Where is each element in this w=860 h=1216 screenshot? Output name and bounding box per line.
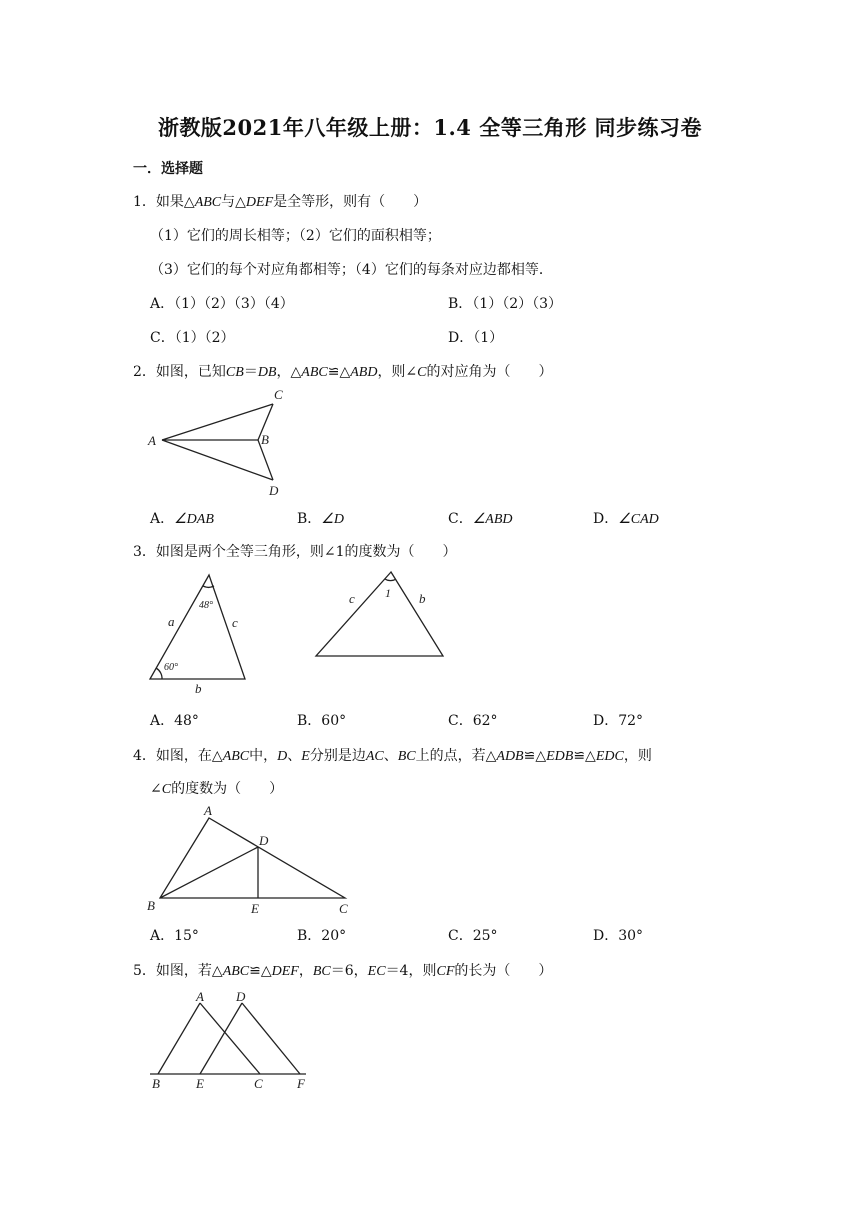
label-a: A [196, 989, 204, 1004]
label-d: D [269, 483, 279, 498]
label-side-b-left: b [195, 681, 202, 696]
label-f: F [297, 1076, 305, 1091]
question-1-option-c[interactable]: C．（1）（2） [150, 330, 235, 346]
question-1-statement-2: （3）它们的每个对应角都相等；（4）它们的每条对应边都相等． [150, 262, 553, 278]
question-1-option-b[interactable]: B．（1）（2）（3） [448, 296, 563, 312]
label-c: C [254, 1076, 263, 1091]
label-angle-48: 48° [199, 600, 213, 611]
question-3-stem: 3．如图是两个全等三角形，则∠1的度数为（ ） [133, 544, 457, 560]
question-4-stem-line-1: 4．如图，在△ABC中，D、E分别是边AC、BC上的点，若△ADB≌△EDB≌△EDC，则 [133, 748, 652, 764]
segment-ba [158, 1003, 200, 1074]
label-a: A [204, 803, 212, 818]
question-2-option-d[interactable]: D．∠CAD [593, 511, 659, 527]
question-4-option-a[interactable]: A．15° [150, 928, 199, 944]
label-side-c-right: c [349, 591, 355, 606]
label-angle-1: 1 [385, 586, 391, 600]
question-5-stem: 5．如图，若△ABC≌△DEF，BC＝6，EC＝4，则CF的长为（ ） [133, 963, 553, 979]
question-2-stem: 2．如图，已知CB＝DB，△ABC≌△ABD，则∠C的对应角为（ ） [133, 364, 553, 380]
label-side-a: a [168, 614, 175, 629]
segment-ed [200, 1003, 242, 1074]
question-3-option-d[interactable]: D．72° [593, 713, 644, 729]
label-a: A [148, 433, 156, 448]
page-title: 浙教版2021年八年级上册：1.4 全等三角形 同步练习卷 [157, 115, 703, 140]
label-c: C [339, 901, 348, 916]
question-2-option-b[interactable]: B．∠D [297, 511, 344, 527]
question-1-option-d[interactable]: D．（1） [448, 330, 504, 346]
question-4-option-c[interactable]: C．25° [448, 928, 498, 944]
label-b: B [261, 432, 269, 447]
question-4-stem-line-2: ∠C的度数为（ ） [150, 781, 284, 797]
question-1-stem: 1．如果△ABC与△DEF是全等形，则有（ ） [133, 194, 428, 210]
label-side-c-left: c [232, 615, 238, 630]
question-3-option-b[interactable]: B．60° [297, 713, 347, 729]
label-e: E [196, 1076, 204, 1091]
label-b: B [147, 898, 155, 913]
label-c: C [274, 387, 283, 402]
label-angle-60: 60° [164, 662, 178, 673]
question-1-statement-1: （1）它们的周长相等；（2）它们的面积相等； [150, 228, 441, 244]
label-b: B [152, 1076, 160, 1091]
question-2-option-a[interactable]: A．∠DAB [150, 511, 214, 527]
question-2-option-c[interactable]: C．∠ABD [448, 511, 513, 527]
label-e: E [251, 901, 259, 916]
section-heading: 一．选择题 [133, 161, 203, 177]
question-1-option-a[interactable]: A．（1）（2）（3）（4） [150, 296, 294, 312]
question-4-option-d[interactable]: D．30° [593, 928, 644, 944]
question-3-option-c[interactable]: C．62° [448, 713, 498, 729]
label-d: D [259, 833, 269, 848]
label-d: D [236, 989, 246, 1004]
question-3-option-a[interactable]: A．48° [150, 713, 199, 729]
label-side-b-right: b [419, 591, 426, 606]
question-4-option-b[interactable]: B．20° [297, 928, 347, 944]
